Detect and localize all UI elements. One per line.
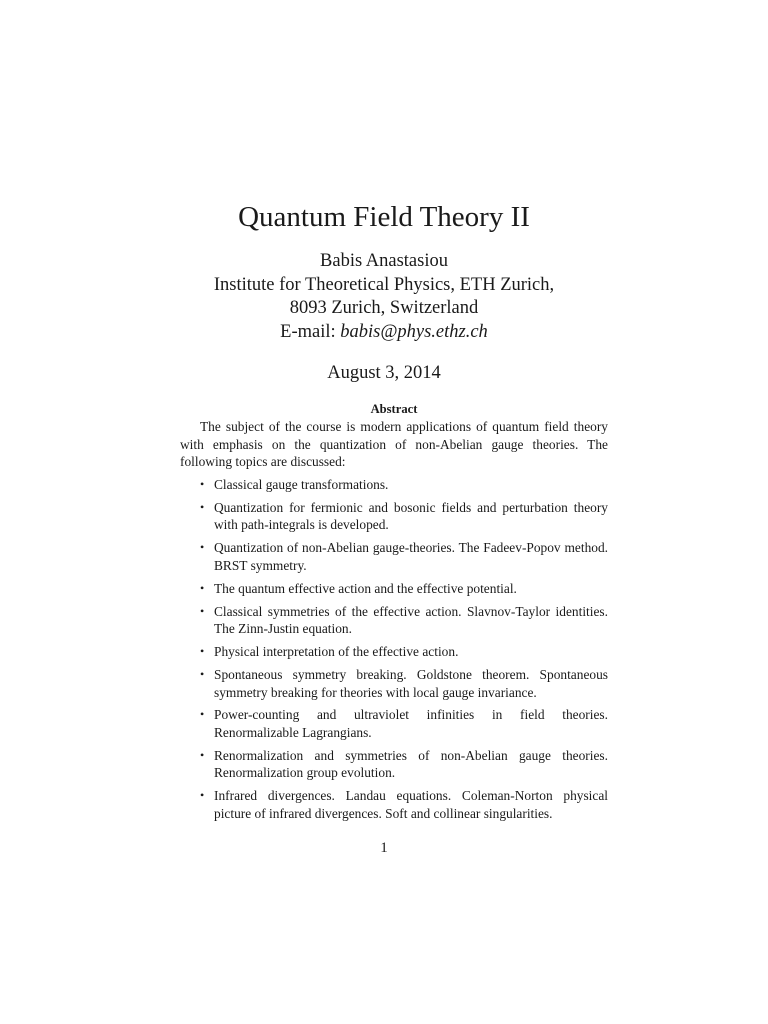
topic-text: Quantization of non-Abelian gauge-theories. The Fadeev-Popov method. BRST symmetry. <box>214 540 608 573</box>
abstract-heading: Abstract <box>370 402 418 416</box>
affiliation-line-2: 8093 Zurich, Switzerland <box>289 298 479 318</box>
topic-item <box>180 787 608 822</box>
topic-item <box>180 603 608 638</box>
topic-item <box>180 747 608 782</box>
abstract-intro: The subject of the course is modern applications of quantum field theory with emphasis on the quantization of non-Abelian gauge theories. The following topics are discussed: <box>180 419 608 470</box>
topic-item <box>180 499 608 534</box>
author-block <box>0 250 768 344</box>
topic-text: Quantization for fermionic and bosonic fields and perturbation theory with path-integrals is developed. <box>214 499 608 533</box>
topic-list <box>180 476 608 823</box>
topic-text: Infrared divergences. Landau equations. Coleman-Norton physical picture of infrared divergences. Soft and collinear singularities. <box>214 788 608 821</box>
topic-text: Spontaneous symmetry breaking. Goldstone theorem. Spontaneous symmetry breaking for theories with local gauge invariance. <box>214 666 608 700</box>
topic-text: Classical gauge transformations. <box>214 476 389 492</box>
bullet-icon: • <box>200 540 205 555</box>
bullet-icon: • <box>200 666 205 681</box>
topic-item <box>180 539 608 574</box>
affiliation-line-1: Institute for Theoretical Physics, ETH Zurich, <box>213 274 555 295</box>
topic-text: Physical interpretation of the effective action. <box>214 644 459 660</box>
topic-item <box>180 476 608 494</box>
topic-text: Renormalization and symmetries of non-Abelian gauge theories. Renormalization group evolution. <box>214 747 608 781</box>
email-address[interactable]: babis@phys.ethz.ch <box>340 321 488 342</box>
topic-text: Power-counting and ultraviolet infinities in field theories. Renormalizable Lagrangians. <box>214 707 608 740</box>
bullet-icon: • <box>200 603 205 618</box>
topic-item <box>180 666 608 701</box>
bullet-icon: • <box>200 747 205 762</box>
title-block <box>0 196 768 385</box>
page-number: 1 <box>380 840 388 856</box>
topic-item <box>180 580 608 598</box>
bullet-icon: • <box>200 499 205 514</box>
bullet-icon: • <box>200 644 205 659</box>
document-title: Quantum Field Theory II <box>238 201 530 233</box>
bullet-icon: • <box>200 476 205 491</box>
document-date: August 3, 2014 <box>327 363 441 383</box>
topic-item <box>180 706 608 741</box>
topic-item <box>180 643 608 661</box>
abstract-section <box>180 400 608 828</box>
email-line <box>0 321 768 345</box>
email-label: E-mail: <box>280 321 336 342</box>
bullet-icon: • <box>200 707 205 722</box>
bullet-icon: • <box>200 788 205 803</box>
topic-text: Classical symmetries of the effective action. Slavnov-Taylor identities. The Zinn-Justin equation. <box>214 603 608 637</box>
bullet-icon: • <box>200 580 205 595</box>
topic-text: The quantum effective action and the effective potential. <box>214 580 517 596</box>
author-name: Babis Anastasiou <box>320 251 448 271</box>
